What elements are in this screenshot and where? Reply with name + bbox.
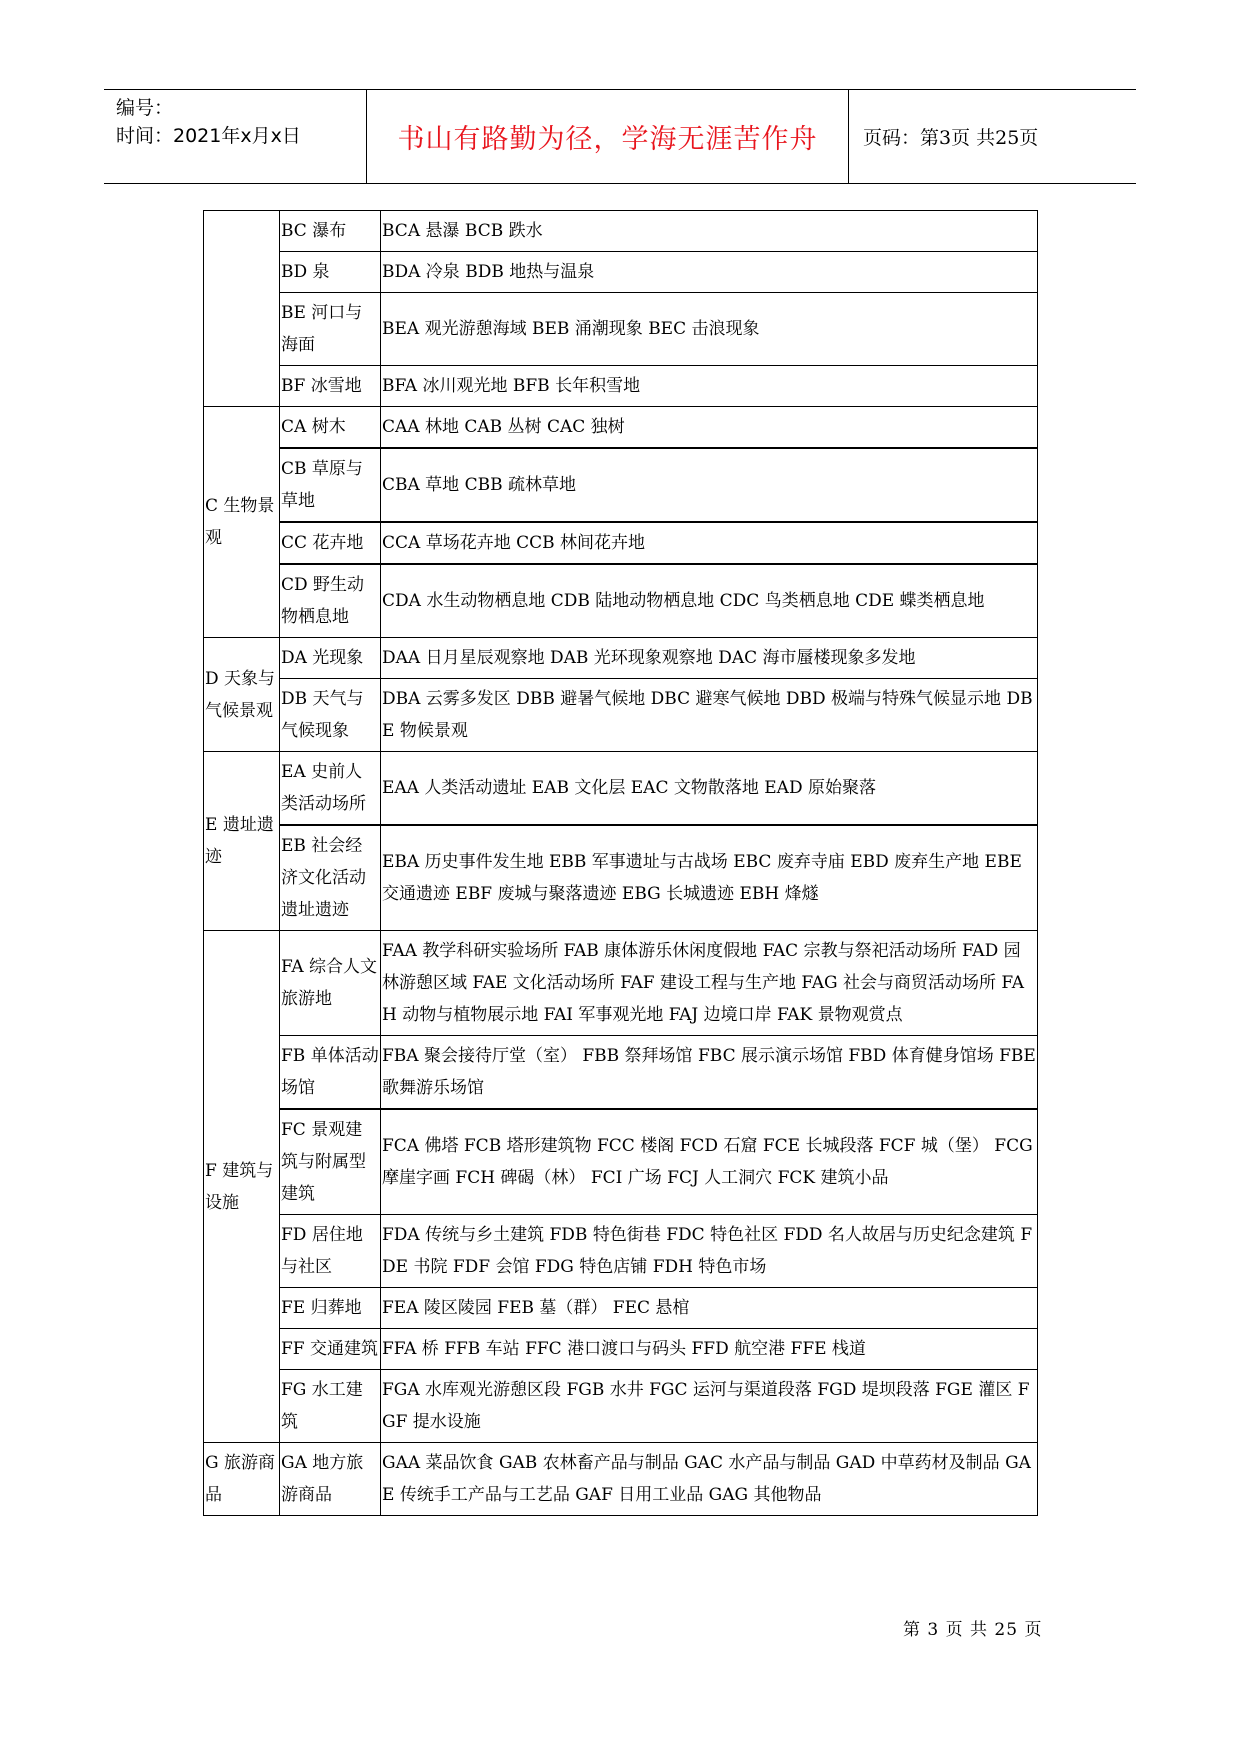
table-row: [204, 407, 1038, 449]
sub-category-cell: DA 光现象: [280, 638, 381, 679]
description-cell: CBA 草地 CBB 疏林草地: [381, 448, 1038, 522]
sub-category-cell: BD 泉: [280, 252, 381, 293]
sub-category-cell: GA 地方旅游商品: [280, 1443, 381, 1516]
classification-table: [203, 210, 1038, 1516]
description-cell: EBA 历史事件发生地 EBB 军事遗址与古战场 EBC 废弃寺庙 EBD 废弃生产地 EBE 交通遗迹 EBF 废城与聚落遗迹 EBG 长城遗迹 EBH 烽燧: [381, 825, 1038, 931]
table-row: [204, 448, 1038, 522]
sub-category-cell: FA 综合人文旅游地: [280, 931, 381, 1036]
sub-category-cell: DB 天气与气候现象: [280, 679, 381, 752]
description-cell: EAA 人类活动遗址 EAB 文化层 EAC 文物散落地 EAD 原始聚落: [381, 752, 1038, 826]
table-row: [204, 1215, 1038, 1288]
sub-category-cell: FC 景观建筑与附属型建筑: [280, 1109, 381, 1215]
description-cell: BDA 冷泉 BDB 地热与温泉: [381, 252, 1038, 293]
table-row: [204, 679, 1038, 752]
main-category-cell: D 天象与气候景观: [204, 638, 280, 752]
description-cell: CAA 林地 CAB 丛树 CAC 独树: [381, 407, 1038, 449]
description-cell: FGA 水库观光游憩区段 FGB 水井 FGC 运河与渠道段落 FGD 堤坝段落 FGE 灌区 FGF 提水设施: [381, 1370, 1038, 1443]
sub-category-cell: BE 河口与海面: [280, 293, 381, 366]
description-cell: FFA 桥 FFB 车站 FFC 港口渡口与码头 FFD 航空港 FFE 栈道: [381, 1329, 1038, 1370]
sub-category-cell: CB 草原与草地: [280, 448, 381, 522]
description-cell: BFA 冰川观光地 BFB 长年积雪地: [381, 366, 1038, 407]
sub-category-cell: BF 冰雪地: [280, 366, 381, 407]
table-row: [204, 752, 1038, 826]
sub-category-cell: EA 史前人类活动场所: [280, 752, 381, 826]
description-cell: CCA 草场花卉地 CCB 林间花卉地: [381, 522, 1038, 564]
description-cell: GAA 菜品饮食 GAB 农林畜产品与制品 GAC 水产品与制品 GAD 中草药材及制品 GAE 传统手工产品与工艺品 GAF 日用工业品 GAG 其他物品: [381, 1443, 1038, 1516]
description-cell: DAA 日月星辰观察地 DAB 光环现象观察地 DAC 海市蜃楼现象多发地: [381, 638, 1038, 679]
table-row: [204, 1288, 1038, 1329]
table-row: [204, 1329, 1038, 1370]
sub-category-cell: EB 社会经济文化活动遗址遗迹: [280, 825, 381, 931]
sub-category-cell: CA 树木: [280, 407, 381, 449]
table-row: [204, 564, 1038, 638]
table-row: [204, 1036, 1038, 1110]
description-cell: FCA 佛塔 FCB 塔形建筑物 FCC 楼阁 FCD 石窟 FCE 长城段落 FCF 城（堡） FCG 摩崖字画 FCH 碑碣（林） FCI 广场 FCJ 人工洞穴 FCK 建筑小品: [381, 1109, 1038, 1215]
sub-category-cell: CC 花卉地: [280, 522, 381, 564]
motto: 书山有路勤为径，学海无涯苦作舟: [367, 90, 849, 183]
page-label: 页码：第3页 共25页: [863, 127, 1039, 149]
table-row: [204, 366, 1038, 407]
table-row: [204, 293, 1038, 366]
sub-category-cell: FE 归葬地: [280, 1288, 381, 1329]
table-row: [204, 931, 1038, 1036]
sub-category-cell: FF 交通建筑: [280, 1329, 381, 1370]
description-cell: FBA 聚会接待厅堂（室） FBB 祭拜场馆 FBC 展示演示场馆 FBD 体育健身馆场 FBE 歌舞游乐场馆: [381, 1036, 1038, 1110]
table-row: [204, 211, 1038, 252]
description-cell: CDA 水生动物栖息地 CDB 陆地动物栖息地 CDC 鸟类栖息地 CDE 蝶类栖息地: [381, 564, 1038, 638]
page-header: [104, 89, 1136, 184]
main-category-cell: G 旅游商品: [204, 1443, 280, 1516]
number-label: 编号：: [116, 97, 174, 119]
table-row: [204, 1370, 1038, 1443]
sub-category-cell: BC 瀑布: [280, 211, 381, 252]
table-row: [204, 1109, 1038, 1215]
sub-category-cell: FD 居住地与社区: [280, 1215, 381, 1288]
description-cell: BCA 悬瀑 BCB 跌水: [381, 211, 1038, 252]
main-category-cell: [204, 211, 280, 407]
table-row: [204, 638, 1038, 679]
table-row: [204, 522, 1038, 564]
table-row: [204, 252, 1038, 293]
sub-category-cell: FG 水工建筑: [280, 1370, 381, 1443]
main-category-cell: F 建筑与设施: [204, 931, 280, 1443]
page-footer: 第 3 页 共 25 页: [903, 1620, 1043, 1640]
description-cell: FAA 教学科研实验场所 FAB 康体游乐休闲度假地 FAC 宗教与祭祀活动场所 FAD 园林游憩区域 FAE 文化活动场所 FAF 建设工程与生产地 FAG 社会与商贸活动场所 FAH 动物与植物展示地 FAI 军事观光地 FAJ 边境口岸 FAK 景物观赏点: [381, 931, 1038, 1036]
description-cell: FEA 陵区陵园 FEB 墓（群） FEC 悬棺: [381, 1288, 1038, 1329]
table-row: [204, 825, 1038, 931]
table-row: [204, 1443, 1038, 1516]
header-info: [104, 90, 367, 183]
main-category-cell: E 遗址遗迹: [204, 752, 280, 931]
sub-category-cell: FB 单体活动场馆: [280, 1036, 381, 1110]
time-label: 时间：2021年x月x日: [116, 125, 301, 147]
main-category-cell: C 生物景观: [204, 407, 280, 638]
description-cell: BEA 观光游憩海域 BEB 涌潮现象 BEC 击浪现象: [381, 293, 1038, 366]
sub-category-cell: CD 野生动物栖息地: [280, 564, 381, 638]
description-cell: DBA 云雾多发区 DBB 避暑气候地 DBC 避寒气候地 DBD 极端与特殊气候显示地 DBE 物候景观: [381, 679, 1038, 752]
description-cell: FDA 传统与乡土建筑 FDB 特色街巷 FDC 特色社区 FDD 名人故居与历史纪念建筑 FDE 书院 FDF 会馆 FDG 特色店铺 FDH 特色市场: [381, 1215, 1038, 1288]
